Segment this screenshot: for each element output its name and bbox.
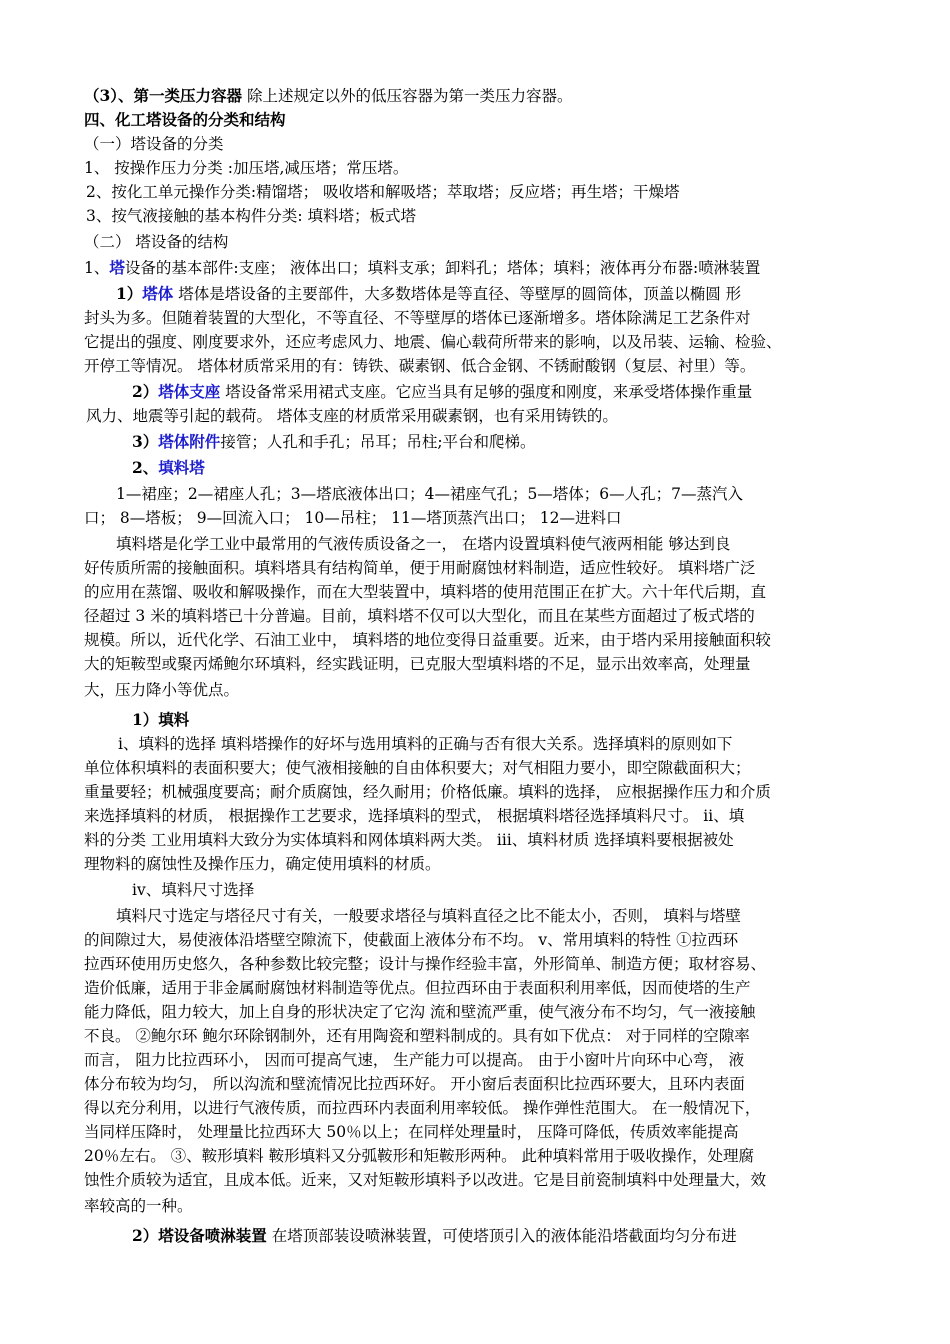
text-line: 它提出的强度、刚度要求外，还应考虑风力、地震、偏心载荷所带来的影响，以及吊装、运输、检验、 — [84, 333, 782, 351]
text-line: 风力、地震等引起的载荷。 塔体支座的材质常采用碳素钢，也有采用铸铁的。 — [86, 407, 618, 425]
text-line: 料的分类 工业用填料大致分为实体填料和网体填料两大类。 ⅲ、填料材质 选择填料要根据被处 — [84, 831, 734, 849]
text-line: 理物料的腐蚀性及操作压力，确定使用填料的材质。 — [84, 855, 441, 873]
text-line: 封头为多。但随着装置的大型化，不等直径、不等壁厚的塔体已逐渐增多。塔体除满足工艺条件对 — [84, 309, 751, 327]
text-line: 大，压力降小等优点。 — [84, 681, 240, 699]
text-line: 2、按化工单元操作分类:精馏塔； 吸收塔和解吸塔；萃取塔；反应塔；再生塔；干燥塔 — [86, 183, 680, 201]
text-line: 20％左右。 ③、鞍形填料 鞍形填料又分弧鞍形和矩鞍形两种。 此种填料常用于吸收操作，处理腐 — [84, 1147, 755, 1165]
list-marker: 1） — [116, 284, 143, 303]
term-highlight: 塔体 — [142, 284, 174, 303]
text-line — [84, 84, 884, 108]
text-line — [132, 1224, 892, 1248]
text-line: 重量要轻；机械强度要高；耐介质腐蚀，经久耐用；价格低廉。填料的选择， 应根据操作压力和介质 — [84, 783, 771, 801]
text-line: 口； 8—塔板； 9—回流入口； 10—吊柱； 11—塔顶蒸汽出口； 12—进料口 — [84, 509, 622, 527]
text-line: 1—裙座；2—裙座人孔；3—塔底液体出口；4—裙座气孔；5—塔体；6—人孔；7—蒸汽入 — [116, 485, 744, 503]
text-line: 的间隙过大，易使液体沿塔壁空隙流下，使截面上液体分布不均。 ⅴ、常用填料的特性 ①拉西环 — [84, 931, 739, 949]
text-line — [132, 380, 892, 404]
text-fragment: 在塔顶部装设喷淋装置，可使塔顶引入的液体能沿塔截面均匀分布进 — [266, 1227, 737, 1245]
text-fragment: 塔体是塔设备的主要部件，大多数塔体是等直径、等壁厚的圆筒体，顶盖以椭圆 形 — [173, 285, 742, 303]
text-line: 大的矩鞍型或聚丙烯鲍尔环填料，经实践证明，已克服大型填料塔的不足，显示出效率高，处理量 — [84, 655, 751, 673]
text-line: 规模。所以，近代化学、石油工业中， 填料塔的地位变得日益重要。近来，由于塔内采用接触面积较 — [84, 631, 771, 649]
text-line: 能力降低，阻力较大，加上自身的形状决定了它沟 流和壁流严重，使气液分布不均匀，气一液接触 — [84, 1003, 756, 1021]
text-fragment: 1、 — [84, 259, 110, 277]
text-line — [116, 282, 886, 306]
text-line: ⅳ、填料尺寸选择 — [132, 881, 255, 899]
text-line: 率较高的一种。 — [84, 1197, 193, 1215]
text-line: 而言， 阻力比拉西环小， 因而可提高气速， 生产能力可以提高。 由于小窗叶片向环中心弯， 液 — [84, 1051, 745, 1069]
subsection-heading: （二） 塔设备的结构 — [84, 233, 229, 251]
text-line: ⅰ、填料的选择 填料塔操作的好坏与选用填料的正确与否有很大关系。选择填料的原则如下 — [118, 735, 733, 753]
text-line: 当同样压降时， 处理量比拉西环大 50％以上；在同样处理量时， 压降可降低，传质效率能提高 — [84, 1123, 739, 1141]
text-line — [132, 430, 892, 454]
list-marker: 2） — [132, 382, 159, 401]
text-line: 填料尺寸选定与塔径尺寸有关，一般要求塔径与填料直径之比不能太小，否则， 填料与塔壁 — [116, 907, 741, 925]
text-line: 拉西环使用历史悠久，各种参数比较完整；设计与操作经验丰富，外形简单、制造方便；取材容易、 — [84, 955, 767, 973]
text-fragment: 设备的基本部件:支座； 液体出口；填料支承；卸料孔；塔体；填料；液体再分布器:喷淋装置 — [124, 259, 761, 277]
section-heading: 四、化工塔设备的分类和结构 — [84, 110, 286, 129]
text-fragment: 除上述规定以外的低压容器为第一类压力容器。 — [242, 87, 573, 105]
text-line: 3、按气液接触的基本构件分类: 填料塔；板式塔 — [86, 207, 417, 225]
text-line: 径超过 3 米的填料塔已十分普遍。目前，填料塔不仅可以大型化，而且在某些方面超过了板式塔的 — [84, 607, 755, 625]
text-fragment: 塔设备常采用裙式支座。它应当具有足够的强度和刚度，来承受塔体操作重量 — [220, 383, 753, 401]
list-heading: 1）填料 — [132, 710, 190, 729]
term-highlight: 塔 — [109, 258, 125, 277]
text-line: 单位体积填料的表面积要大；使气液相接触的自由体积要大；对气相阻力要小，即空隙截面积大； — [84, 759, 751, 777]
list-marker: 2、 — [132, 458, 159, 477]
text-line: 1、 按操作压力分类 :加压塔,减压塔；常压塔。 — [84, 159, 409, 177]
term-highlight: 塔体支座 — [158, 382, 221, 401]
text-fragment: 接管；人孔和手孔；吊耳；吊柱;平台和爬梯。 — [220, 433, 536, 451]
term-highlight: 塔体附件 — [158, 432, 221, 451]
text-line: 好传质所需的接触面积。填料塔具有结构简单，便于用耐腐蚀材料制造，适应性较好。 填料塔广泛 — [84, 559, 756, 577]
text-line — [84, 256, 884, 280]
text-line: 得以充分利用，以进行气液传质，而拉西环内表面利用率较低。 操作弹性范围大。 在一般情况下， — [84, 1099, 761, 1117]
subsection-heading: （一）塔设备的分类 — [84, 135, 224, 153]
text-line: 填料塔是化学工业中最常用的气液传质设备之一， 在塔内设置填料使气液两相能 够达到良 — [116, 535, 731, 553]
text-line: 造价低廉，适用于非金属耐腐蚀材料制造等优点。但拉西环由于表面积利用率低，因而使塔的生产 — [84, 979, 751, 997]
term-highlight: 填料塔 — [158, 458, 205, 477]
text-line: 开停工等情况。 塔体材质常采用的有：铸铁、碳素钢、低合金钢、不锈耐酸钢（复层、衬里）等。 — [84, 357, 756, 375]
heading-fragment: （3）、第一类压力容器 — [84, 86, 243, 105]
text-line: 来选择填料的材质， 根据操作工艺要求，选择填料的型式， 根据填料塔径选择填料尺寸。 ⅱ、填 — [84, 807, 745, 825]
text-line — [132, 456, 892, 480]
list-heading: 2）塔设备喷淋装置 — [132, 1226, 267, 1245]
text-line: 的应用在蒸馏、吸收和解吸操作，而在大型装置中，填料塔的使用范围正在扩大。六十年代后期，直 — [84, 583, 767, 601]
text-line: 蚀性介质较为适宜，且成本低。近来，又对矩鞍形填料予以改进。它是目前瓷制填料中处理量大，效 — [84, 1171, 767, 1189]
text-line: 不良。 ②鲍尔环 鲍尔环除钢制外，还有用陶瓷和塑料制成的。具有如下优点： 对于同样的空隙率 — [84, 1027, 750, 1045]
text-line: 体分布较为均匀， 所以沟流和壁流情况比拉西环好。 开小窗后表面积比拉西环要大，且环内表面 — [84, 1075, 745, 1093]
list-marker: 3） — [132, 432, 159, 451]
